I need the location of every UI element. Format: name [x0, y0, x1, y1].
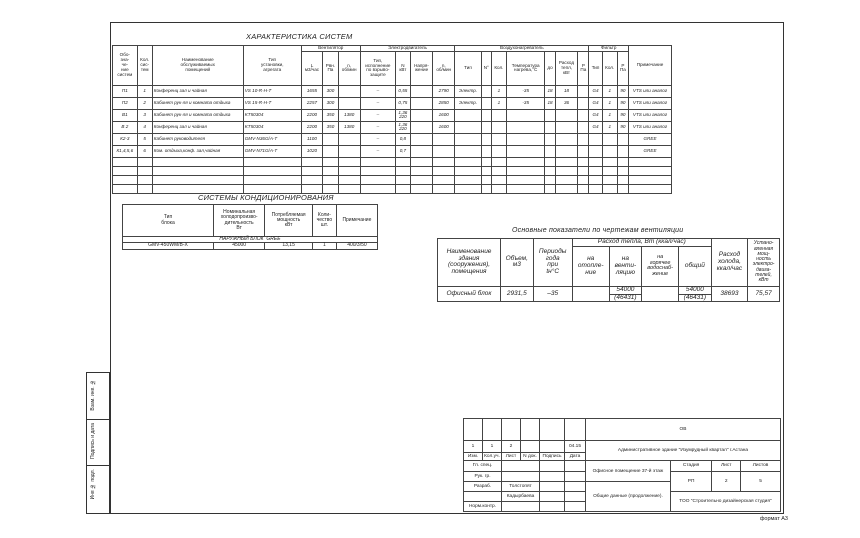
cell-hqty: 1 [491, 85, 506, 97]
cell-n [338, 145, 360, 157]
cell-hno [481, 109, 491, 121]
cell-name: Конференц зал и чайная [152, 121, 243, 133]
cell-unit: GMV-N36G/A-T [243, 133, 301, 145]
cell-unit: VS 15-R-H-T [243, 97, 301, 109]
cell-mu [410, 121, 432, 133]
cell-fp [617, 145, 628, 157]
cell-htype [455, 109, 481, 121]
cell-p: 350 [323, 121, 338, 133]
cell-hto [545, 109, 555, 121]
cell-hq [555, 133, 578, 145]
cell-mu [410, 133, 432, 145]
cell-unit: GMV-N71G/A-T [243, 145, 301, 157]
cell-rpm: 1600 [433, 109, 455, 121]
cell-unit: VS 10-R-H-T [243, 85, 301, 97]
cell-hfrom: -35 [506, 97, 544, 109]
side-label: Инв № подл. [90, 469, 96, 500]
cell-mtype: – [360, 145, 395, 157]
cell-mn: 0,7 [395, 145, 410, 157]
cell-mu [410, 85, 432, 97]
cell-note: VTS или аналог [629, 109, 672, 121]
cell-ftype: G4 [589, 97, 602, 109]
cell-p: 350 [323, 109, 338, 121]
cell-hfrom [506, 133, 544, 145]
stamp-code: ОВ [586, 419, 781, 441]
cell-n [338, 85, 360, 97]
cell-htype [455, 145, 481, 157]
cell-hfrom: -35 [506, 85, 544, 97]
systems-table: Обо- зна- че- ние систем Кол. сис- тем Наименование обслуживаемых помещений Тип установки, агрегата Вентилятор Электродвигатель Воздухонагреватель Фильтр Примечание L м3/час Рвн. Па n, об/мин Тип, исполнение по взрыво- защите N кВт Напря- жение n, об/мин Тип N° Кол. Температура нагрева,°C до Расход тепл, кВт P Па Тип Кол. P Па П1 1 Конференц зал и чайная VS 10-R-H-T 1655 300 – 0,55 2790 Электр. 1 -35 18 18 G4 1 90 VTS или аналог П2 2 Кабинет рук-ля и комната отдыха VS 15-R-H-T 2257 300 – 0,75 2850 Электр. 1 -35 18 36 G4 1 90 VTS или аналог В1 3 Кабинет рук-ля и комната отдыха KT50304 2200 350 1380 – 1,36 220 1600 G4 1 90 VTS или аналог В 2 4 Конференц зал и чайная KT50304 2200 350 1380 – 1,36 220 1600 G4 1 90 VTS или аналог К2-3 5 Кабинет руководителя GMV-N36G/A-T 1100 – 0,8 GREE К1,4,5,6 6 Ком. отдыха,конф. зал,чайная GMV-N71G/A-T 1020 – 0,7 GREE [112, 45, 672, 194]
table-row [113, 121, 672, 133]
stamp-sheet-title: Общие данные (продолжение). [586, 481, 671, 511]
table-row [113, 145, 672, 157]
systems-title: ХАРАКТЕРИСТИКА СИСТЕМ [246, 32, 353, 41]
cell-hno [481, 121, 491, 133]
cell-hqty [491, 109, 506, 121]
cell-sys: В 2 [113, 121, 138, 133]
cell-note: VTS или аналог [629, 85, 672, 97]
cell-ftype [589, 145, 602, 157]
cell-hqty [491, 133, 506, 145]
cell-mtype: – [360, 121, 395, 133]
cell-ftype: G4 [589, 85, 602, 97]
title-block: ОВ 1 1 2 04.15 Административное здание "Изумрудный квартал" г.Астана Изм. Кол.уч. Лист N док. Подпись Дата Гл. спец. Офисное помещение 37-й этаж Стадия Лист Листов Рук. гр. РП 2 5 Разраб. Толстопят Общие данные (продолжение). Кадырбаева ТОО "Строительно дизайнерская студия" Норм.контр. [463, 418, 781, 512]
cell-hto: 18 [545, 97, 555, 109]
cell-name: Кабинет руководителя [152, 133, 243, 145]
cell-p: 300 [323, 97, 338, 109]
outdoor-brand: GREE [266, 236, 281, 242]
cell-sys: П2 [113, 97, 138, 109]
cell-rpm: 2790 [433, 85, 455, 97]
cell-htype: Электр. [455, 97, 481, 109]
cell-mn: 0,8 [395, 133, 410, 145]
table-row: Офисный блок 2931,5 –35 54000 54000 38693 75,57 [438, 286, 780, 294]
table-row [113, 109, 672, 121]
cell-fp: 90 [617, 85, 628, 97]
cell-mu [410, 97, 432, 109]
cell-n [338, 97, 360, 109]
cell-p: 300 [323, 85, 338, 97]
cell-fqty: 1 [602, 85, 617, 97]
cell-hp [578, 85, 589, 97]
cell-sys: К1,4,5,6 [113, 145, 138, 157]
cell-l: 2200 [301, 109, 323, 121]
cell-n: 1380 [338, 109, 360, 121]
cell-hp [578, 109, 589, 121]
table-row [113, 97, 672, 109]
cell-fqty [602, 133, 617, 145]
cell-l: 1100 [301, 133, 323, 145]
cell-mn: 1,36 220 [395, 121, 410, 133]
cell-hno [481, 85, 491, 97]
cell-htype [455, 121, 481, 133]
cell-fqty: 1 [602, 109, 617, 121]
cell-htype: Электр. [455, 85, 481, 97]
cell-sys: К2-3 [113, 133, 138, 145]
cell-unit: KT50304 [243, 109, 301, 121]
cell-mn: 1,36 220 [395, 109, 410, 121]
cell-fqty: 1 [602, 97, 617, 109]
cell-name: Кабинет рук-ля и комната отдыха [152, 109, 243, 121]
cell-name: Конференц зал и чайная [152, 85, 243, 97]
indicators-table: Наименование здания (сооружения), помещения Объем, м3 Периоды года при tн°C Расход тепла, Вт (ккал/час) Расход холода, ккал/час Устано- вленная мощ- ность электро- двига- телей, кВт на отопле- ние на венти- ляцию на горячее водоснаб- жение общий Офисный блок 2931,5 –35 54000 54000 38693 75,57 (46431) (46431) [437, 238, 780, 302]
side-label: Подпись и дата [90, 423, 96, 459]
cell-fp: 90 [617, 121, 628, 133]
cell-hto: 18 [545, 85, 555, 97]
cell-mn: 0,75 [395, 97, 410, 109]
cell-hfrom [506, 145, 544, 157]
cell-mtype: – [360, 97, 395, 109]
cell-fqty: 1 [602, 121, 617, 133]
cell-p [323, 133, 338, 145]
cell-l: 2257 [301, 97, 323, 109]
table-row [113, 85, 672, 97]
cell-l: 2200 [301, 121, 323, 133]
cell-mu [410, 145, 432, 157]
cell-unit: KT50304 [243, 121, 301, 133]
cell-rpm [433, 145, 455, 157]
cell-ftype: G4 [589, 109, 602, 121]
cell-hto [545, 133, 555, 145]
cell-qty: 5 [137, 133, 152, 145]
cell-hfrom [506, 109, 544, 121]
cell-hp [578, 133, 589, 145]
cell-note: VTS или аналог [629, 97, 672, 109]
cell-l: 1655 [301, 85, 323, 97]
cell-hq: 36 [555, 97, 578, 109]
side-label: Взам. инв. № [90, 379, 96, 411]
cell-fp [617, 133, 628, 145]
cell-mu [410, 109, 432, 121]
stamp-company: ТОО "Строительно дизайнерская студия" [670, 491, 780, 511]
cell-n: 1380 [338, 121, 360, 133]
cell-hno [481, 97, 491, 109]
cell-note: GREE [629, 145, 672, 157]
cell-hqty: 1 [491, 97, 506, 109]
cell-l: 1020 [301, 145, 323, 157]
cell-hq [555, 145, 578, 157]
cell-mtype: – [360, 133, 395, 145]
cell-mtype: – [360, 109, 395, 121]
conditioning-table: Тип блока Номинальная холодопроизво- дительность Вт Потребляемая мощность кВт Коли- чество шт. Примечание НАРУЖНЫЙ БЛОК GREE GMV-450WM/B-X 45000 13,15 1 400/3/50 [122, 204, 378, 250]
cell-htype [455, 133, 481, 145]
table-row: GMV-450WM/B-X 45000 13,15 1 400/3/50 [123, 243, 378, 249]
cell-hp [578, 121, 589, 133]
cell-mtype: – [360, 85, 395, 97]
cell-sys: В1 [113, 109, 138, 121]
conditioning-title: СИСТЕМЫ КОНДИЦИОНИРОВАНИЯ [198, 193, 334, 202]
stamp-room: Офисное помещение 37-й этаж [586, 461, 671, 481]
cell-p [323, 145, 338, 157]
cell-hno [481, 145, 491, 157]
cell-name: Ком. отдыха,конф. зал,чайная [152, 145, 243, 157]
indicators-title: Основные показатели по чертежам вентиляции [512, 227, 684, 234]
cell-qty: 1 [137, 85, 152, 97]
side-stamp [86, 372, 110, 514]
cell-name: Кабинет рук-ля и комната отдыха [152, 97, 243, 109]
cell-rpm [433, 133, 455, 145]
cell-qty: 4 [137, 121, 152, 133]
cell-qty: 2 [137, 97, 152, 109]
cell-qty: 3 [137, 109, 152, 121]
cell-hq [555, 109, 578, 121]
cell-hto [545, 145, 555, 157]
cell-fp: 90 [617, 109, 628, 121]
cell-note: GREE [629, 133, 672, 145]
cell-hno [481, 133, 491, 145]
stamp-building: Административное здание "Изумрудный квартал" г.Астана [586, 441, 781, 461]
cell-sys: П1 [113, 85, 138, 97]
cell-rpm: 2850 [433, 97, 455, 109]
cell-hqty [491, 121, 506, 133]
cell-fp: 90 [617, 97, 628, 109]
cell-hqty [491, 145, 506, 157]
cell-hto [545, 121, 555, 133]
format-label: формат А3 [759, 516, 788, 522]
cell-qty: 6 [137, 145, 152, 157]
cell-hp [578, 145, 589, 157]
cell-ftype [589, 133, 602, 145]
outdoor-label: НАРУЖНЫЙ БЛОК [219, 236, 264, 242]
cell-note: VTS или аналог [629, 121, 672, 133]
cell-fqty [602, 145, 617, 157]
cell-mn: 0,55 [395, 85, 410, 97]
table-row [113, 133, 672, 145]
cell-ftype: G4 [589, 121, 602, 133]
cell-hfrom [506, 121, 544, 133]
cell-hp [578, 97, 589, 109]
cell-hq: 18 [555, 85, 578, 97]
cell-rpm: 1600 [433, 121, 455, 133]
cell-n [338, 133, 360, 145]
cell-hq [555, 121, 578, 133]
